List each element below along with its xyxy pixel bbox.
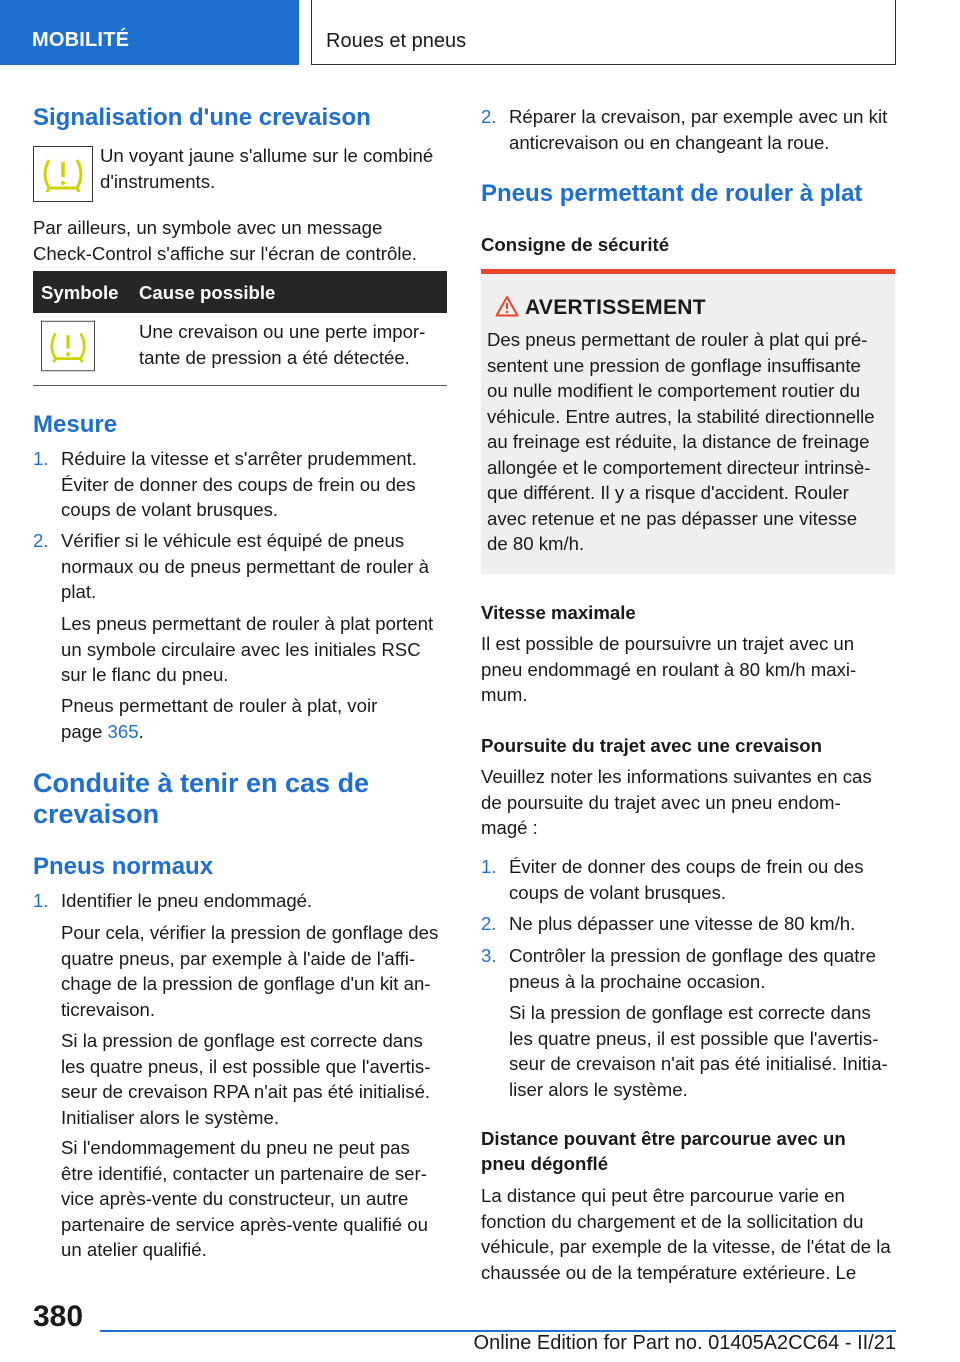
normaux-note-1: Pour cela, vérifier la pression de gonflage des quatre pneus, par exemple à l'aide de l'affi- chage de la pression de gonflage d'un kit an- ticrevaison. — [61, 922, 439, 1020]
mesure-crossref: Pneus permettant de rouler à plat, voir page 365. — [61, 695, 378, 742]
heading-mesure: Mesure — [33, 411, 118, 438]
section-title: MOBILITÉ — [32, 29, 130, 51]
page-number: 380 — [33, 1300, 84, 1333]
warning-title: AVERTISSEMENT — [525, 296, 706, 319]
mesure-note: Les pneus permettant de rouler à plat portent un symbole circulaire avec les initiales RSC sur le flanc du pneu. — [61, 613, 434, 685]
vmax-text: Il est possible de poursuivre un trajet avec un pneu endommagé en roulant à 80 km/h maxi- mum. — [481, 633, 857, 705]
table-row-cause: Une crevaison ou une perte impor- tante de pression a été détectée. — [139, 321, 426, 368]
signal-para: Par ailleurs, un symbole avec un message Check-Control s'affiche sur l'écran de contrôle. — [33, 217, 417, 264]
heading-vmax: Vitesse maximale — [481, 602, 636, 623]
warning-text: Des pneus permettant de rouler à plat qui pré- sentent une pression de gonflage insuffisante ou nulle modifient le comportement routier du véhicule. Entre autres, la stabilité directionnelle au freinage est réduite, la distance de freinage allongée et le comportement directeur intrinsè- que différent. Il y a risque d'accident. Rouler avec retenue et ne pas dépasser une vitesse de 80 km/h. — [487, 329, 875, 554]
signal-intro: Un voyant jaune s'allume sur le combiné d'instruments. — [100, 145, 434, 192]
warning-bar — [481, 269, 895, 274]
heading-runflat: Pneus permettant de rouler à plat — [481, 180, 863, 207]
distance-text: La distance qui peut être parcourue varie en fonction du chargement et de la sollicitation du véhicule, par exemple de la vitesse, de l'état de la chaussée ou de la température extérieure. Le — [481, 1185, 891, 1283]
heading-pneus-normaux: Pneus normaux — [33, 853, 214, 880]
poursuite-text: Veuillez noter les informations suivantes en cas de poursuite du trajet avec un pneu endom- magé : — [481, 766, 872, 838]
chapter-title: Roues et pneus — [326, 30, 467, 52]
warning-box — [481, 269, 895, 574]
heading-signalisation: Signalisation d'une crevaison — [33, 104, 371, 131]
table-header — [33, 271, 447, 313]
normaux-note-2: Si la pression de gonflage est correcte dans les quatre pneus, il est possible que l'avertis- seur de crevaison RPA n'ait pas été initialisé. Initialiser alors le système. — [61, 1030, 431, 1128]
edition-note: Online Edition for Part no. 01405A2CC64 - II/21 — [473, 1332, 896, 1354]
chapter-tab — [311, 0, 896, 65]
normaux-note-3: Si l'endommagement du pneu ne peut pas être identifié, contacter un partenaire de ser- vice après-vente du constructeur, un autre partenaire de service après-vente qualifié ou un atelier qualifié. — [61, 1137, 428, 1260]
warning-triangle-icon — [495, 295, 519, 317]
heading-poursuite: Poursuite du trajet avec une crevaison — [481, 735, 823, 756]
poursuite-note: Si la pression de gonflage est correcte dans les quatre pneus, il est possible que l'avertis- seur de crevaison n'ait pas été initialisé. Initia- liser alors le système. — [509, 1002, 888, 1100]
table-divider — [33, 385, 447, 386]
col-header-symbole: Symbole — [41, 282, 119, 303]
heading-consigne: Consigne de sécurité — [481, 234, 670, 255]
tire-pressure-warning-icon — [33, 146, 93, 202]
tire-pressure-warning-icon — [41, 318, 95, 374]
heading-distance: Distance pouvant être parcourue avec un pneu dégonflé — [481, 1128, 846, 1174]
section-tab — [0, 0, 299, 65]
col-header-cause: Cause possible — [139, 282, 276, 303]
heading-conduite: Conduite à tenir en cas de crevaison — [33, 768, 370, 829]
page-link[interactable]: 365 — [107, 720, 139, 742]
